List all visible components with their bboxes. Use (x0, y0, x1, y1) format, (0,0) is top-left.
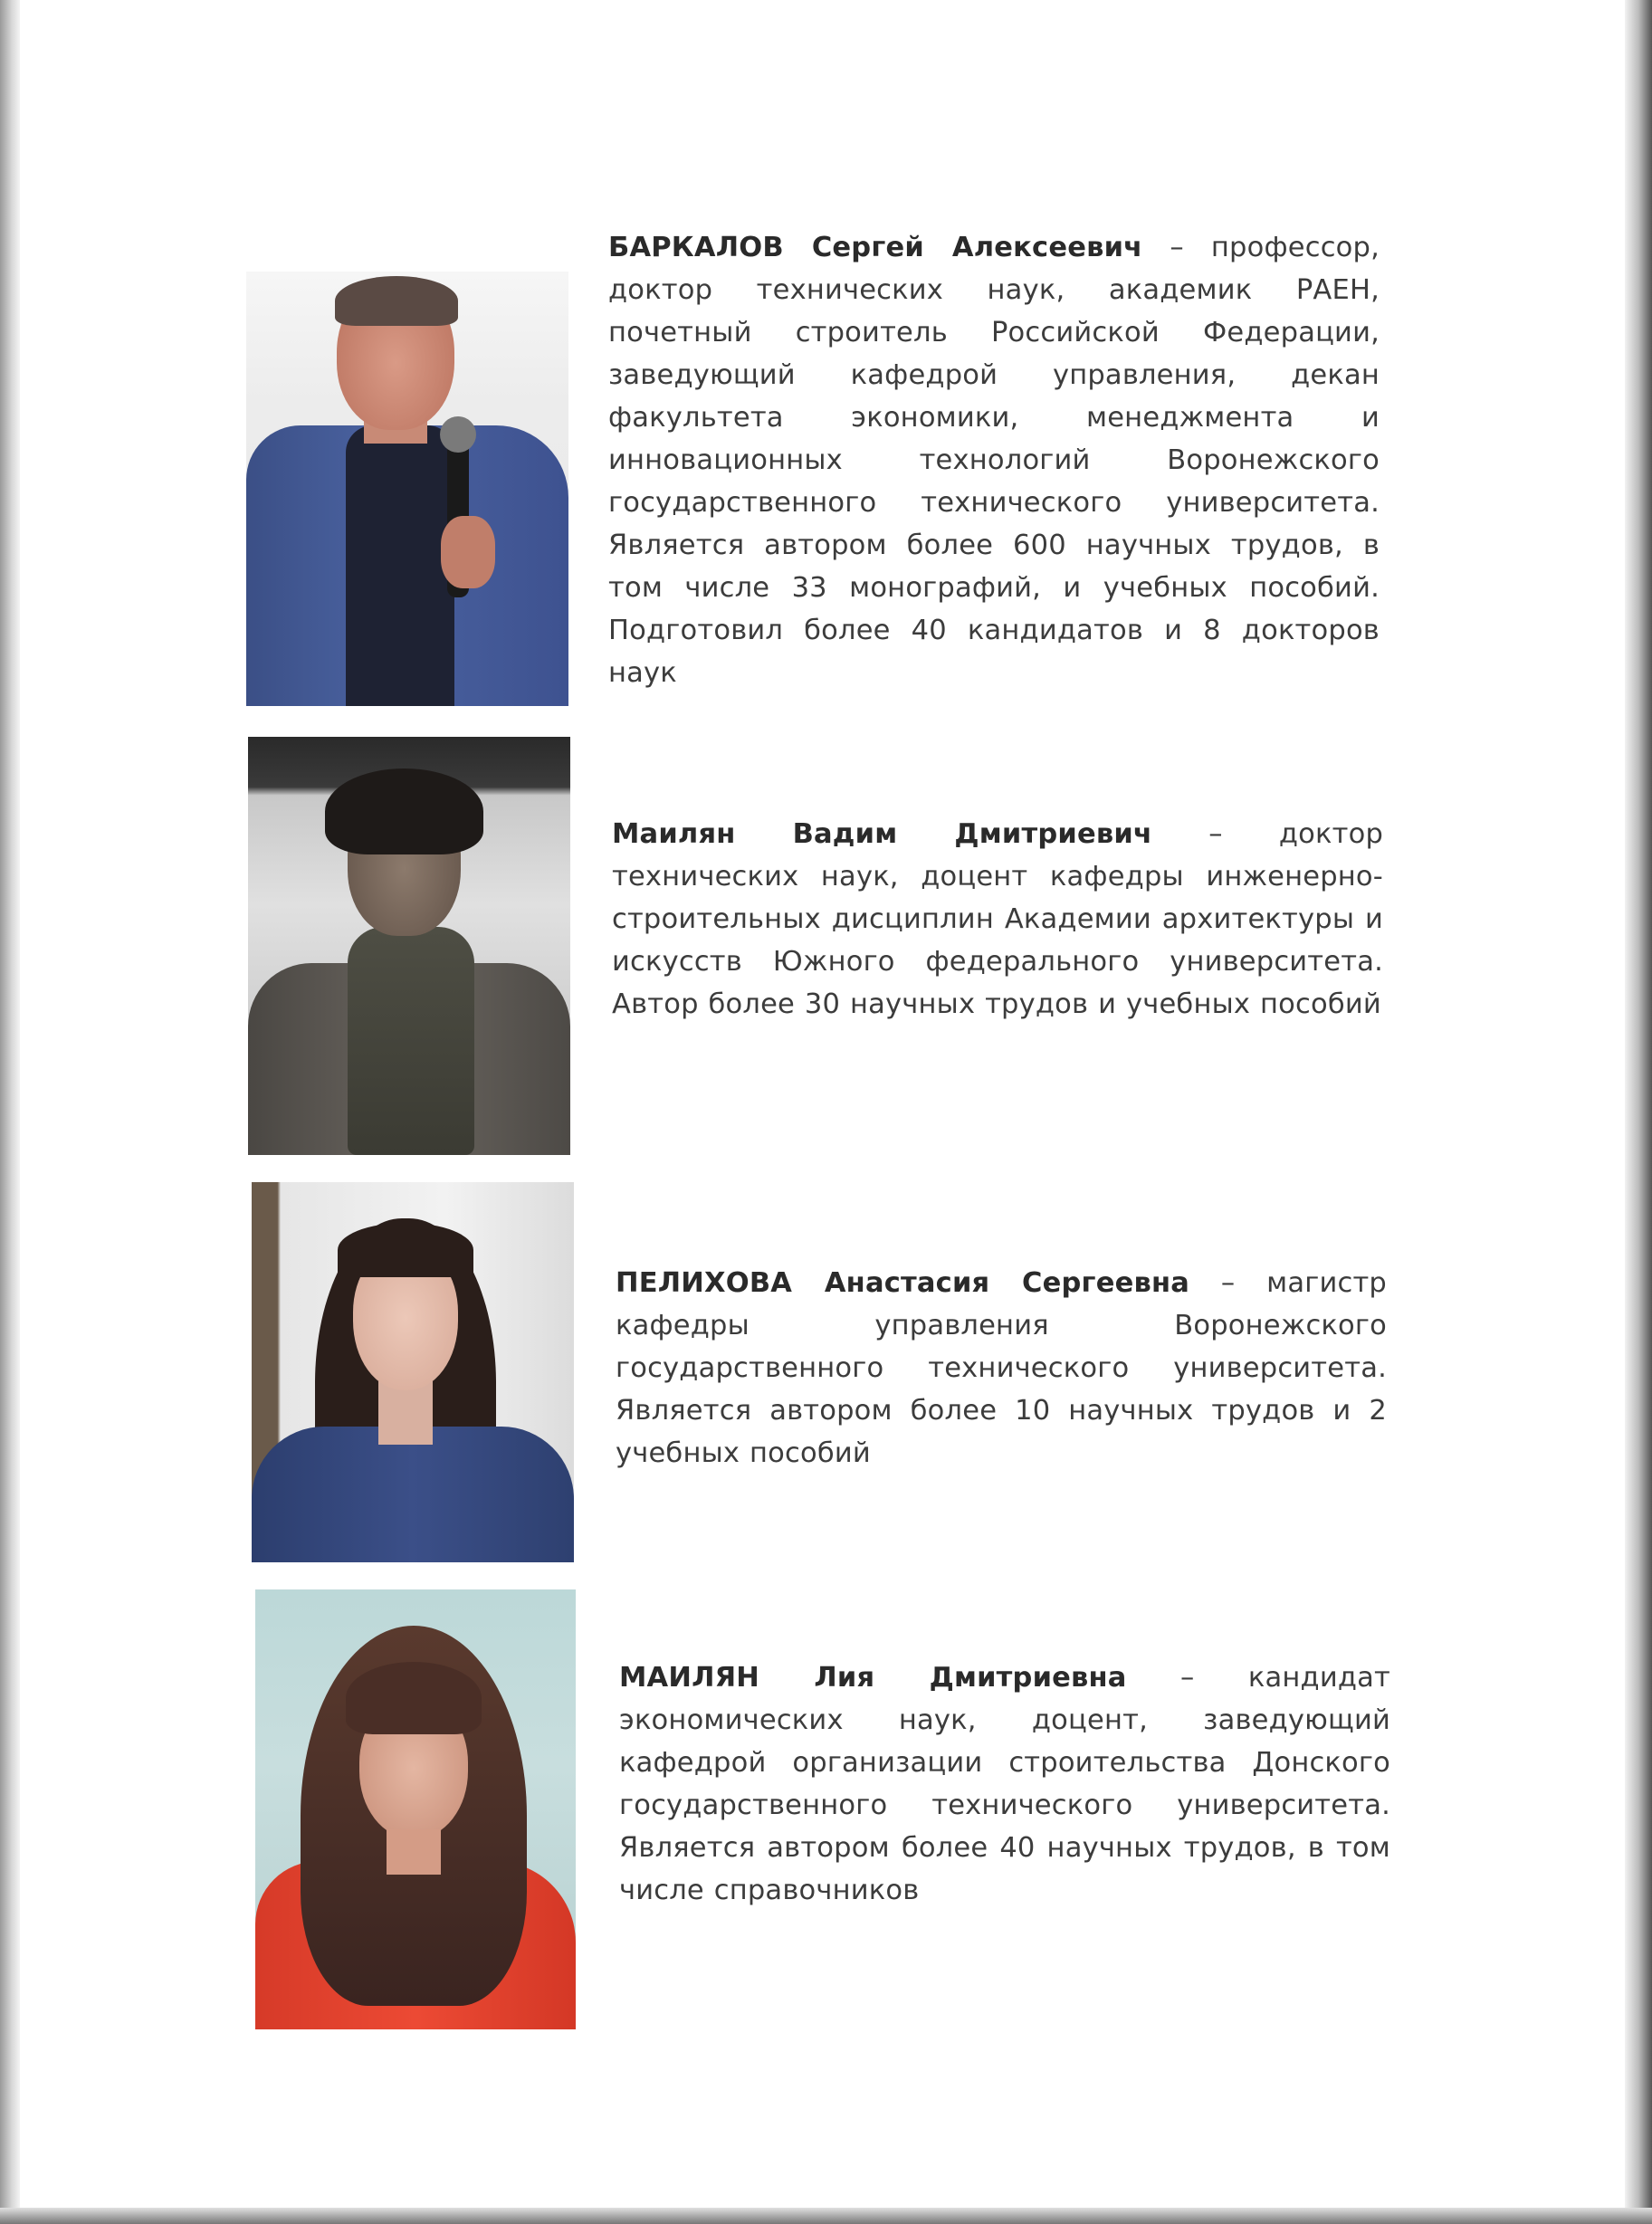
scan-edge-bottom (0, 2208, 1652, 2224)
author-name: Маилян Вадим Дмитриевич (612, 818, 1153, 850)
author-bio-mailyan-liya (619, 1656, 1390, 1912)
author-name: БАРКАЛОВ Сергей Алексеевич (608, 232, 1143, 263)
author-bio-pelikhova (616, 1262, 1387, 1475)
author-description: – магистр кафедры управления Воронежского государственного технического университета. Является автором более 10 научных трудов и 2 учебных пособий (616, 1267, 1387, 1469)
author-bio-mailyan-vadim (612, 813, 1383, 1026)
author-photo-mailyan-vadim (248, 737, 570, 1155)
author-photo-pelikhova (252, 1182, 574, 1562)
author-photo-barkalov (246, 272, 568, 706)
scan-edge-left (0, 0, 20, 2224)
author-name: ПЕЛИХОВА Анастасия Сергеевна (616, 1267, 1190, 1299)
author-name: МАИЛЯН Лия Дмитриевна (619, 1662, 1127, 1694)
author-description: – кандидат экономических наук, доцент, заведующий кафедрой организации строительства Донского государственного технического университета. Является автором более 40 научных трудов, в том числе справочников (619, 1662, 1390, 1906)
author-bio-barkalov (608, 226, 1380, 694)
scan-edge-right (1625, 0, 1652, 2224)
author-description: – профессор, доктор технических наук, академик РАЕН, почетный строитель Российской Федерации, заведующий кафедрой управления, декан факультета экономики, менеджмента и инновационных технологий Воронежского государственного технического университета. Является автором более 600 научных трудов, в том числе 33 монографий, и учебных пособий. Подготовил более 40 кандидатов и 8 докторов наук (608, 232, 1380, 689)
author-description: – доктор технических наук, доцент кафедры инженерно-строительных дисциплин Академии архитектуры и искусств Южного федерального университета. Автор более 30 научных трудов и учебных пособий (612, 818, 1383, 1020)
author-photo-mailyan-liya (255, 1589, 576, 2029)
